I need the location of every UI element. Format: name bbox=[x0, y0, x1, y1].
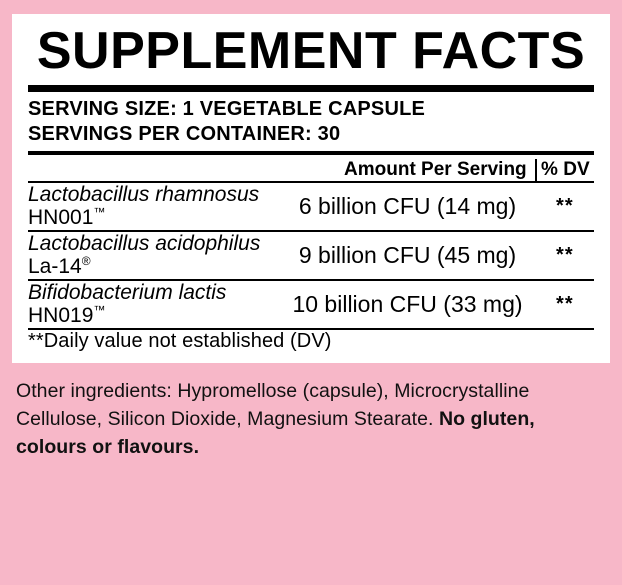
footnote-row bbox=[28, 330, 594, 353]
ingredient-daily-value: ** bbox=[556, 292, 574, 315]
ingredient-name-plain: HN019 bbox=[28, 304, 94, 328]
title-divider bbox=[28, 85, 594, 92]
daily-value-footnote: **Daily value not established (DV) bbox=[28, 329, 332, 352]
ingredient-name-plain: La-14 bbox=[28, 255, 82, 279]
table-row bbox=[28, 183, 594, 231]
ingredient-name-italic: Lactobacillus rhamnosus bbox=[28, 182, 260, 206]
serving-size-line: SERVING SIZE: 1 VEGETABLE CAPSULE bbox=[28, 97, 426, 120]
servings-per-container-line: SERVINGS PER CONTAINER: 30 bbox=[28, 122, 341, 145]
column-header-amount: Amount Per Serving bbox=[279, 159, 535, 182]
ingredient-name bbox=[28, 232, 279, 280]
ingredient-name bbox=[28, 183, 279, 231]
ingredient-daily-value: ** bbox=[556, 194, 574, 217]
ingredient-amount: 9 billion CFU (45 mg) bbox=[298, 241, 517, 268]
page-title: SUPPLEMENT FACTS bbox=[36, 22, 586, 80]
column-header-daily-value: % DV bbox=[541, 158, 590, 180]
registered-icon: ® bbox=[81, 254, 91, 269]
trademark-icon: ™ bbox=[93, 205, 106, 220]
supplement-facts-panel bbox=[12, 14, 610, 363]
other-ingredients-bold: No gluten, colours or flavours. bbox=[16, 407, 535, 459]
table-row bbox=[28, 232, 594, 280]
ingredient-name-italic: Bifidobacterium lactis bbox=[28, 280, 227, 304]
ingredient-daily-value: ** bbox=[556, 243, 574, 266]
column-header-ingredient bbox=[28, 159, 279, 182]
other-ingredients-normal: Other ingredients: Hypromellose (capsule), Microcrystalline Cellulose, Silicon Dioxide, Magnesium Stearate. bbox=[16, 379, 530, 430]
trademark-icon: ™ bbox=[93, 303, 106, 318]
ingredient-name-plain: HN001 bbox=[28, 206, 94, 230]
serving-divider bbox=[28, 151, 594, 155]
supplement-facts-table bbox=[28, 159, 594, 353]
ingredient-name bbox=[28, 281, 279, 329]
table-header-row bbox=[28, 159, 594, 182]
table-row bbox=[28, 281, 594, 329]
ingredient-amount: 10 billion CFU (33 mg) bbox=[292, 290, 523, 317]
ingredient-amount: 6 billion CFU (14 mg) bbox=[298, 192, 517, 219]
other-ingredients-text bbox=[16, 377, 606, 462]
ingredient-name-italic: Lactobacillus acidophilus bbox=[28, 231, 261, 255]
